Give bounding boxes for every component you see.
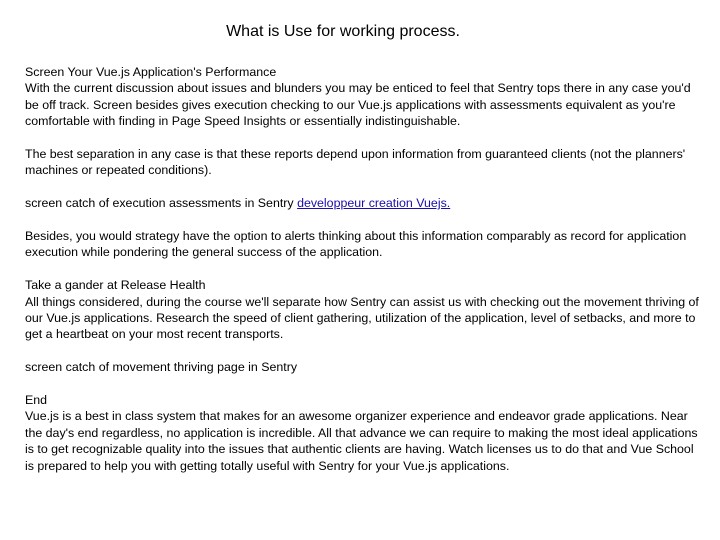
- page-title: What is Use for working process.: [226, 23, 460, 40]
- release-health-heading: Take a gander at Release Health: [25, 278, 206, 293]
- alerts-section: [25, 228, 705, 261]
- screenshot-caption-section: [25, 195, 705, 211]
- end-text: Vue.js is a best in class system that makes for an awesome organizer experience and endeavor grade applications. Near the day's end regardless, no application is incredible. All that advance we can require to making the most ideal applications is to get recognizable quality into the issues that authentic clients are having. Watch licenses us to do that and Vue School is prepared to help you with getting totally useful with Sentry for your Vue.js applications.: [25, 409, 698, 473]
- release-health-section: [25, 277, 705, 343]
- screenshot-caption-text: screen catch of execution assessments in Sentry: [25, 196, 294, 211]
- slide-body: [25, 64, 705, 490]
- vuejs-developer-link[interactable]: developpeur creation Vuejs.: [297, 196, 451, 211]
- alerts-text: Besides, you would strategy have the option to alerts thinking about this information comparably as record for application execution while pondering the general success of the application.: [25, 229, 687, 260]
- release-health-text: All things considered, during the course we'll separate how Sentry can assist us with checking out the movement thriving of our Vue.js applications. Research the speed of client gathering, utilization of the application, level of setbacks, and more to get a heartbeat on your most recent transports.: [25, 294, 699, 342]
- separation-text: The best separation in any case is that these reports depend upon information from guaranteed clients (not the planners' machines or repeated conditions).: [25, 147, 686, 178]
- end-heading: End: [25, 393, 48, 408]
- movement-caption-text: screen catch of movement thriving page in Sentry: [25, 360, 298, 375]
- end-section: [25, 392, 705, 474]
- separation-section: [25, 146, 705, 179]
- movement-caption-section: [25, 359, 705, 375]
- performance-section: [25, 64, 705, 130]
- performance-heading: Screen Your Vue.js Application's Performance: [25, 65, 277, 79]
- performance-text: With the current discussion about issues and blunders you may be enticed to feel that Sentry tops there in any case you'd be off track. Screen besides gives execution checking to our Vue.js applications with assessments equivalent as you're comfortable with finding in Page Speed Insights or essentially indistinguishable.: [25, 81, 691, 129]
